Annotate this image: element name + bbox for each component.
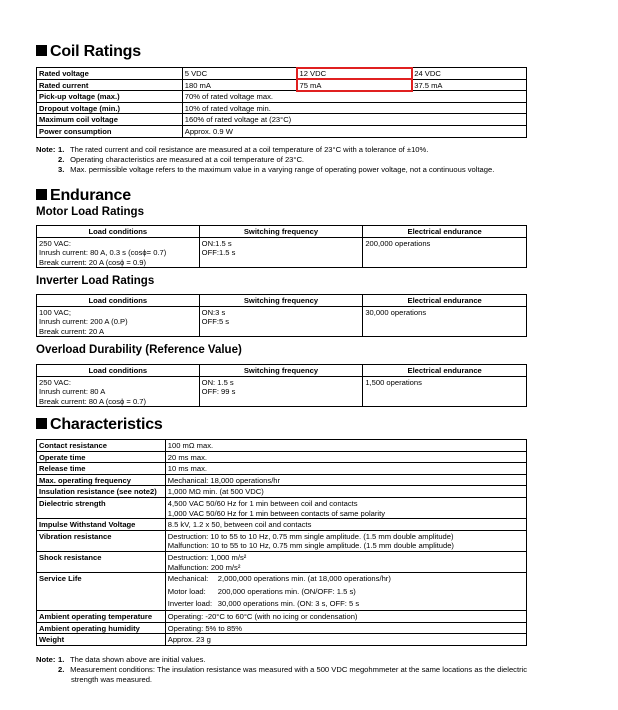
row-label: Power consumption	[37, 125, 183, 137]
coil-ratings-heading: Coil Ratings	[36, 42, 141, 61]
switching-frequency-cell: ON: 1.5 s OFF: 99 s	[199, 376, 363, 407]
col-load-conditions: Load conditions	[37, 295, 200, 307]
cell-value: 160% of rated voltage at (23°C)	[182, 114, 526, 126]
table-row	[37, 237, 527, 268]
table-row	[37, 486, 527, 498]
row-label: Insulation resistance (see note2)	[37, 486, 166, 498]
cell-value: Destruction: 10 to 55 to 10 Hz, 0.75 mm single amplitude. (1.5 mm double amplitude) Malfunction: 10 to 55 to 10 Hz, 0.75 mm single amplitude. (1.5 mm double amplitude)	[165, 530, 526, 551]
row-label: Impulse Withstand Voltage	[37, 519, 166, 531]
square-bullet-icon	[36, 189, 47, 200]
row-label: Vibration resistance	[37, 530, 166, 551]
switching-frequency-cell: ON:1.5 s OFF:1.5 s	[199, 237, 363, 268]
row-label: Ambient operating humidity	[37, 622, 166, 634]
coil-notes: Note: 1. The rated current and coil resistance are measured at a coil temperature of 23°C with a tolerance of ±10%. 2. Operating characteristics are measured at a coil temperature of 23°C. 3. Max. permissible voltage refers to the maximum value in a varying range of operating power voltage, not a continuous voltage.	[36, 145, 495, 174]
cell-value: Operating: -20°C to 60°C (with no icing or condensation)	[165, 610, 526, 622]
col-electrical-endurance: Electrical endurance	[363, 295, 527, 307]
table-row	[37, 68, 527, 80]
table-row	[37, 91, 527, 103]
cell-value: Operating: 5% to 85%	[165, 622, 526, 634]
switching-frequency-cell: ON:3 s OFF:5 s	[199, 306, 363, 337]
cell-24vdc: 24 VDC	[412, 68, 527, 80]
cell-12vdc-highlighted: 12 VDC	[297, 68, 412, 80]
row-label: Contact resistance	[37, 440, 166, 452]
row-label: Shock resistance	[37, 551, 166, 572]
inverter-load-title: Inverter Load Ratings	[36, 275, 155, 287]
table-row	[37, 634, 527, 646]
load-conditions-cell: 250 VAC: Inrush current: 80 A Break current: 80 A (cosϕ = 0.7)	[37, 376, 200, 407]
cell-value: 1,000 MΩ min. (at 500 VDC)	[165, 486, 526, 498]
cell-value: Mechanical: 18,000 operations/hr	[165, 474, 526, 486]
row-label: Dielectric strength	[37, 497, 166, 518]
cell-value: 4,500 VAC 50/60 Hz for 1 min between coil and contacts 1,000 VAC 50/60 Hz for 1 min between contacts of same polarity	[165, 497, 526, 518]
table-row	[37, 125, 527, 137]
table-row	[37, 376, 527, 407]
cell-value: 8.5 kV, 1.2 x 50, between coil and contacts	[165, 519, 526, 531]
service-life-cell	[165, 573, 526, 611]
table-row	[37, 102, 527, 114]
cell-75ma-highlighted: 75 mA	[297, 79, 412, 91]
coil-ratings-table	[36, 67, 527, 138]
load-conditions-cell: 250 VAC: Inrush current: 80 A, 0.3 s (cosϕ= 0.7) Break current: 20 A (cosϕ = 0.9)	[37, 237, 200, 268]
table-row	[37, 474, 527, 486]
cell-value: 70% of rated voltage max.	[182, 91, 526, 103]
table-row	[37, 530, 527, 551]
electrical-endurance-cell: 30,000 operations	[363, 306, 527, 337]
row-label: Dropout voltage (min.)	[37, 102, 183, 114]
cell-5vdc: 5 VDC	[182, 68, 297, 80]
table-row	[37, 440, 527, 452]
list-item: Mechanical: 2,000,000 operations min. (at 18,000 operations/hr)	[167, 574, 391, 584]
list-item: Motor load: 200,000 operations min. (ON/OFF: 1.5 s)	[167, 586, 356, 596]
table-row	[37, 573, 527, 611]
row-label: Rated current	[37, 79, 183, 91]
table-header-row	[37, 365, 527, 377]
overload-durability-table	[36, 364, 527, 407]
table-row	[37, 451, 527, 463]
cell-value: Approx. 0.9 W	[182, 125, 526, 137]
row-label: Maximum coil voltage	[37, 114, 183, 126]
motor-load-table	[36, 225, 527, 268]
cell-value: 100 mΩ max.	[165, 440, 526, 452]
row-label: Ambient operating temperature	[37, 610, 166, 622]
load-conditions-cell: 100 VAC; Inrush current: 200 A (0.P) Break current: 20 A	[37, 306, 200, 337]
table-row	[37, 79, 527, 91]
cell-value: 10% of rated voltage min.	[182, 102, 526, 114]
row-label: Weight	[37, 634, 166, 646]
table-header-row	[37, 226, 527, 238]
row-label: Pick-up voltage (max.)	[37, 91, 183, 103]
col-load-conditions: Load conditions	[37, 226, 200, 238]
square-bullet-icon	[36, 45, 47, 56]
electrical-endurance-cell: 200,000 operations	[363, 237, 527, 268]
cell-value: 180 mA	[182, 79, 297, 91]
cell-value: 10 ms max.	[165, 463, 526, 475]
table-row	[37, 463, 527, 475]
characteristics-notes: Note: 1. The data shown above are initial values. 2. Measurement conditions: The insulation resistance was measured with a 500 VDC megohmmeter at the same locations as the dielectric strength was measured.	[36, 655, 528, 684]
cell-value: Approx. 23 g	[165, 634, 526, 646]
col-load-conditions: Load conditions	[37, 365, 200, 377]
row-label: Operate time	[37, 451, 166, 463]
table-row	[37, 497, 527, 518]
table-row	[37, 114, 527, 126]
cell-value: 20 ms max.	[165, 451, 526, 463]
row-label: Max. operating frequency	[37, 474, 166, 486]
motor-load-title: Motor Load Ratings	[36, 206, 144, 218]
col-switching-frequency: Switching frequency	[199, 226, 363, 238]
endurance-heading: Endurance	[36, 186, 131, 205]
overload-durability-title: Overload Durability (Reference Value)	[36, 344, 242, 356]
row-label: Release time	[37, 463, 166, 475]
table-row	[37, 519, 527, 531]
characteristics-heading: Characteristics	[36, 415, 163, 434]
table-row	[37, 610, 527, 622]
table-row	[37, 622, 527, 634]
cell-value: 37.5 mA	[412, 79, 527, 91]
square-bullet-icon	[36, 418, 47, 429]
list-item: Inverter load: 30,000 operations min. (ON: 3 s, OFF: 5 s	[167, 599, 360, 609]
col-switching-frequency: Switching frequency	[199, 365, 363, 377]
row-label: Service Life	[37, 573, 166, 611]
col-electrical-endurance: Electrical endurance	[363, 226, 527, 238]
table-header-row	[37, 295, 527, 307]
service-life-subtable	[166, 573, 526, 610]
table-row	[37, 306, 527, 337]
characteristics-table	[36, 439, 527, 646]
col-switching-frequency: Switching frequency	[199, 295, 363, 307]
electrical-endurance-cell: 1,500 operations	[363, 376, 527, 407]
row-label: Rated voltage	[37, 68, 183, 80]
inverter-load-table	[36, 294, 527, 337]
table-row	[37, 551, 527, 572]
cell-value: Destruction: 1,000 m/s² Malfunction: 200 m/s²	[165, 551, 526, 572]
col-electrical-endurance: Electrical endurance	[363, 365, 527, 377]
